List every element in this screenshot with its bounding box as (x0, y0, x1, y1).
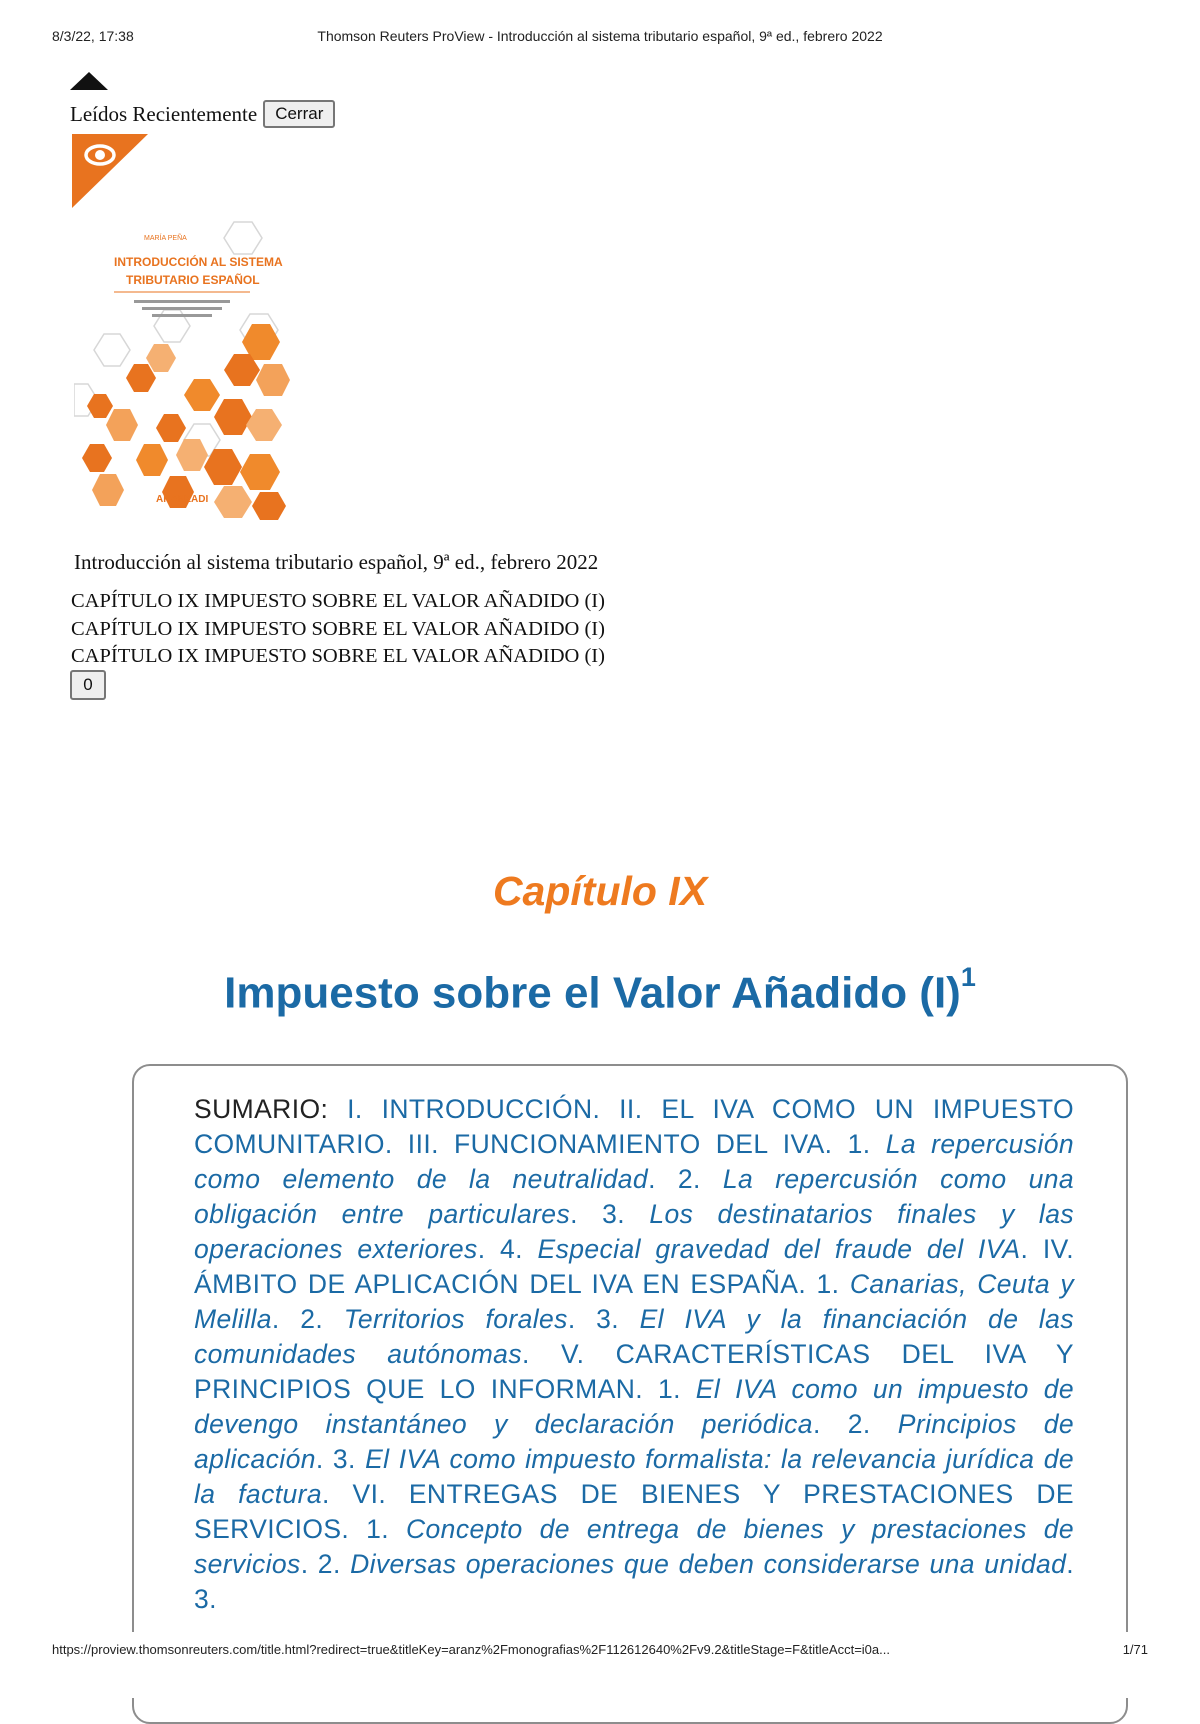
sumario-label: SUMARIO: (194, 1094, 348, 1124)
print-page-number: 1/71 (1122, 1642, 1148, 1657)
sumario-segment[interactable]: . 3. (315, 1444, 366, 1474)
eye-icon[interactable] (72, 134, 148, 208)
sumario-segment[interactable]: Los destinatarios finales y las operaciones exteriores (194, 1199, 1074, 1264)
chapter-label: Capítulo IX (492, 868, 708, 914)
chapter-list (71, 588, 605, 671)
sumario-segment[interactable]: . 2. (271, 1304, 344, 1334)
sumario-segment[interactable]: . VI. ENTREGAS DE BIENES Y PRESTACIONES DE SERVICIOS. 1. (194, 1479, 1074, 1544)
recently-read-label: Leídos Recientemente (70, 101, 258, 126)
sumario-segment[interactable]: . 2. (812, 1409, 898, 1439)
print-footer (0, 1642, 1200, 1662)
sumario-segment[interactable]: . 2. (300, 1549, 351, 1579)
sumario-segment[interactable]: Diversas operaciones que deben considerarse una unidad (350, 1549, 1067, 1579)
sumario-segment[interactable]: . 3. (567, 1304, 640, 1334)
print-page-title: Thomson Reuters ProView - Introducción al sistema tributario español, 9ª ed., febrero 2022 (317, 28, 883, 44)
sumario-segment[interactable]: . 2. (648, 1164, 723, 1194)
chapter-item[interactable]: CAPÍTULO IX IMPUESTO SOBRE EL VALOR AÑADIDO (I) (71, 617, 605, 640)
chapter-title-text: Impuesto sobre el Valor Añadido (I) (224, 968, 961, 1018)
print-header (0, 28, 1200, 48)
sumario-segment[interactable]: . 3. (570, 1199, 650, 1229)
cover-title-line-1: INTRODUCCIÓN AL SISTEMA (114, 255, 283, 269)
chapter-title (0, 962, 1200, 1019)
sumario-segment[interactable]: Concepto de entrega de bienes y prestaciones de servicios (194, 1514, 1074, 1579)
footnote-link[interactable]: 1 (960, 962, 976, 992)
sumario-segment[interactable]: 1. (847, 1129, 886, 1159)
book-cover[interactable] (74, 214, 290, 520)
close-button[interactable]: Cerrar (263, 100, 335, 128)
triangle-up-icon[interactable] (70, 72, 108, 90)
count-button[interactable]: 0 (70, 670, 106, 700)
book-title[interactable]: Introducción al sistema tributario español, 9ª ed., febrero 2022 (74, 550, 599, 574)
print-url: https://proview.thomsonreuters.com/title.html?redirect=true&titleKey=aranz%2Fmonografias%2F112612640%2Fv9.2&titleStage=F&titleAcct=i0a... (52, 1642, 890, 1657)
sumario-segment[interactable]: . V. CARACTERÍSTICAS DEL IVA Y PRINCIPIOS QUE LO INFORMAN. 1. (194, 1339, 1074, 1404)
cover-publisher: ARANZADI (156, 494, 209, 505)
sumario-segment[interactable]: Canarias, Ceuta y Melilla (194, 1269, 1075, 1334)
recently-read-bar (70, 98, 335, 130)
cover-title-line-2: TRIBUTARIO ESPAÑOL (126, 273, 260, 287)
sumario-segment[interactable]: La repercusión como elemento de la neutralidad (194, 1129, 1075, 1194)
sumario-segment[interactable]: El IVA como un impuesto de devengo instantáneo y declaración periódica (194, 1374, 1074, 1439)
sumario-text (194, 1092, 1074, 1617)
sumario-segment[interactable]: El IVA como impuesto formalista: la relevancia jurídica de la factura (194, 1444, 1074, 1509)
cover-author: MARÍA PEÑA (144, 235, 187, 242)
sumario-segment[interactable]: La repercusión como una obligación entre particulares (194, 1164, 1074, 1229)
sumario-links (194, 1094, 1074, 1614)
sumario-segment[interactable]: . 4. (477, 1234, 538, 1264)
sumario-segment[interactable]: . 3. (194, 1549, 1074, 1614)
sumario-segment[interactable]: Especial gravedad del fraude del IVA (537, 1234, 1021, 1264)
chapter-item[interactable]: CAPÍTULO IX IMPUESTO SOBRE EL VALOR AÑADIDO (I) (71, 590, 605, 612)
sumario-segment[interactable]: I. INTRODUCCIÓN. II. EL IVA COMO UN IMPUESTO COMUNITARIO. III. FUNCIONAMIENTO DEL IVA. (194, 1094, 1074, 1159)
print-date: 8/3/22, 17:38 (52, 28, 134, 44)
sumario-segment[interactable]: Territorios forales (343, 1304, 568, 1334)
sumario-segment[interactable]: El IVA y la financiación de las comunidades autónomas (194, 1304, 1074, 1369)
sumario-segment[interactable]: . IV. ÁMBITO DE APLICACIÓN DEL IVA EN ESPAÑA. 1. (194, 1234, 1074, 1299)
chapter-item[interactable]: CAPÍTULO IX IMPUESTO SOBRE EL VALOR AÑADIDO (I) (71, 645, 605, 667)
sumario-segment[interactable]: Principios de aplicación (194, 1409, 1074, 1474)
